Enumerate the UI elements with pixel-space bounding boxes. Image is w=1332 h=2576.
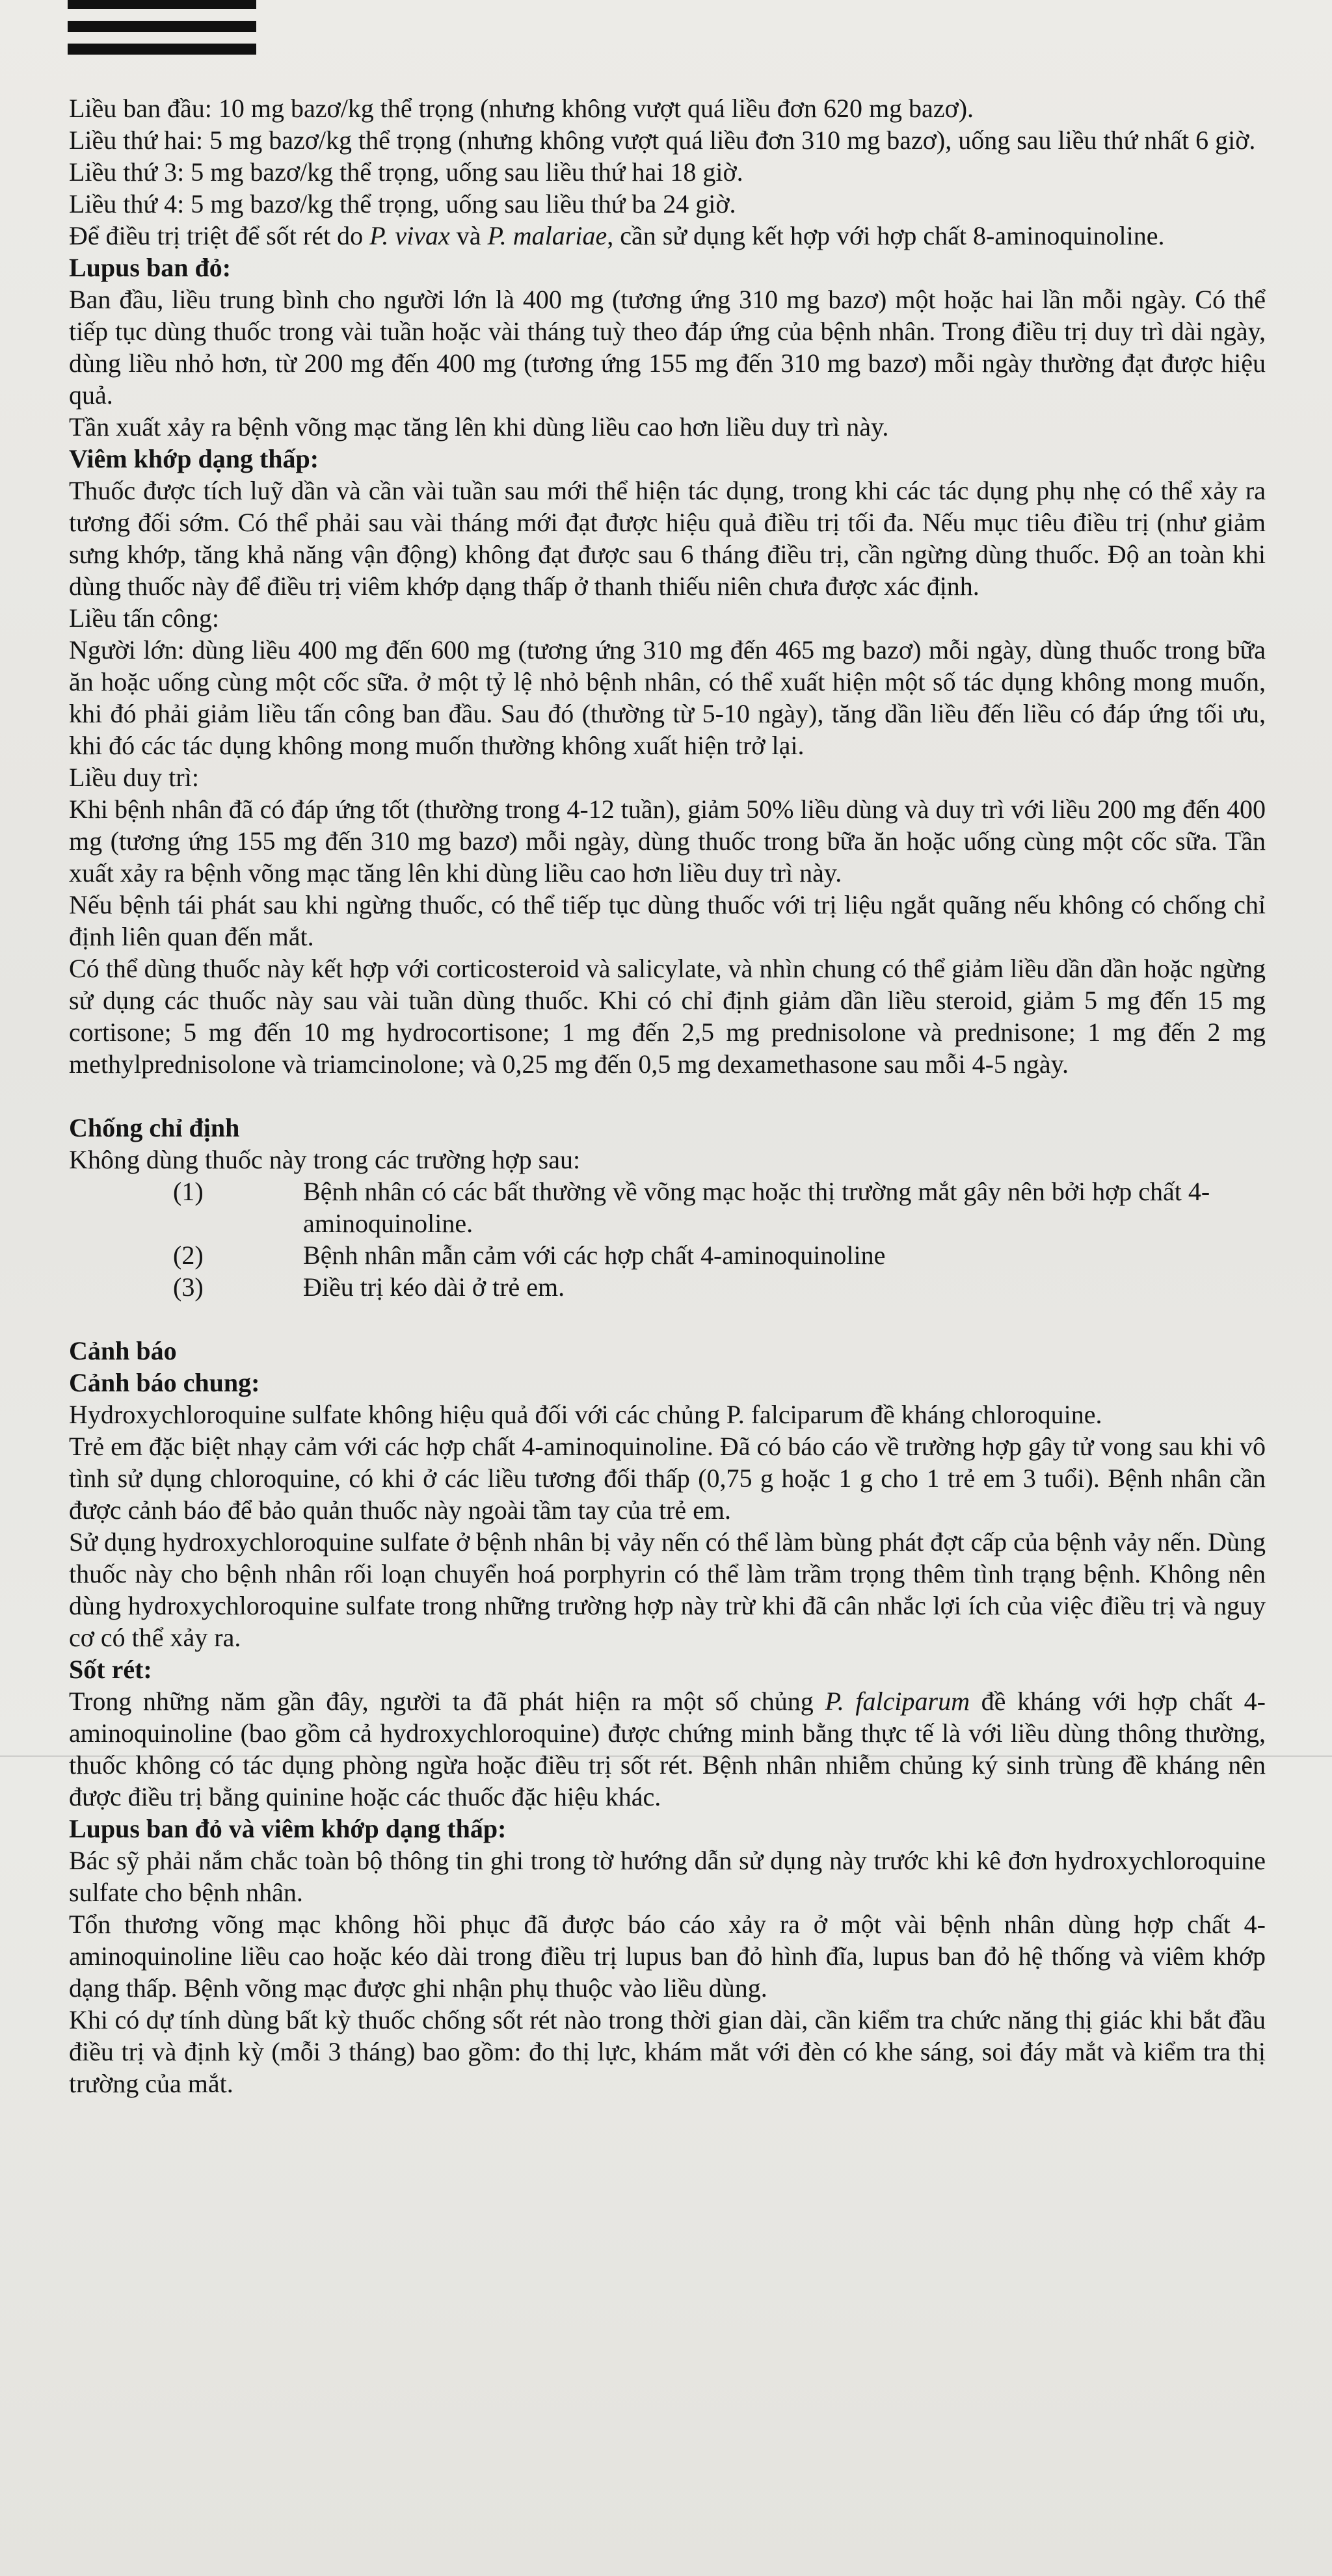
contraindications-list	[69, 1176, 1266, 1303]
malaria-warning-text: Trong những năm gần đây, người ta đã phát hiện ra một số chủng	[69, 1687, 825, 1716]
header-bar	[68, 0, 256, 9]
malaria-warning-paragraph	[69, 1685, 1266, 1813]
header-bar	[68, 21, 256, 32]
relapse-paragraph: Nếu bệnh tái phát sau khi ngừng thuốc, có thể tiếp tục dùng thuốc với trị liệu ngắt quãng nếu không có chống chỉ định liên quan đến mắt.	[69, 890, 1266, 951]
vivax-note-text: Để điều trị triệt để sốt rét do	[69, 221, 370, 250]
dose-line-3: Liều thứ 3: 5 mg bazơ/kg thể trọng, uống sau liều thứ hai 18 giờ.	[69, 157, 743, 187]
contraindications-heading: Chống chỉ định	[69, 1113, 240, 1142]
species-vivax: P. vivax	[369, 221, 450, 250]
lupus-arthritis-warning-paragraph: Bác sỹ phải nắm chắc toàn bộ thông tin ghi trong tờ hướng dẫn sử dụng này trước khi kê đơn hydroxychloroquine sulfate cho bệnh nhân.	[69, 1846, 1266, 1907]
header-bar	[68, 44, 256, 55]
warnings-heading: Cảnh báo	[69, 1336, 177, 1365]
dose-line-1: Liều ban đầu: 10 mg bazơ/kg thể trọng (nhưng không vượt quá liều đơn 620 mg bazơ).	[69, 94, 974, 123]
arthritis-paragraph: Thuốc được tích luỹ dần và cần vài tuần sau mới thể hiện tác dụng, trong khi các tác dụng phụ nhẹ có thể xảy ra tương đối sớm. Có thể phải sau vài tháng mới đạt được hiệu quả điều trị tối đa. Nếu mục tiêu điều trị (như giảm sưng khớp, tăng khả năng vận động) không đạt được sau 6 tháng điều trị, cần ngừng dùng thuốc. Độ an toàn khi dùng thuốc này để điều trị viêm khớp dạng thấp ở thanh thiếu niên chưa được xác định.	[69, 476, 1266, 601]
vivax-note-text: và	[449, 221, 488, 250]
maintenance-dose-label: Liều duy trì:	[69, 763, 199, 792]
general-warning-paragraph: Sử dụng hydroxychloroquine sulfate ở bệnh nhân bị vảy nến có thể làm bùng phát đợt cấp của bệnh vảy nến. Dùng thuốc này cho bệnh nhân rối loạn chuyển hoá porphyrin có thể làm trầm trọng thêm tình trạng bệnh. Không nên dùng hydroxychloroquine sulfate trong những trường hợp này trừ khi đã cân nhắc lợi ích của việc điều trị và nguy cơ có thể xảy ra.	[69, 1527, 1266, 1652]
list-item-text: Bệnh nhân có các bất thường về võng mạc hoặc thị trường mắt gây nên bởi hợp chất 4-aminoquinoline.	[303, 1177, 1210, 1238]
malaria-warning-heading: Sốt rét:	[69, 1655, 152, 1684]
lupus-arthritis-warning-paragraph: Khi có dự tính dùng bất kỳ thuốc chống sốt rét nào trong thời gian dài, cần kiểm tra chức năng thị giác khi bắt đầu điều trị và định kỳ (mỗi 3 tháng) bao gồm: đo thị lực, khám mắt với đèn có khe sáng, soi đáy mắt và kiểm tra thị trường của mắt.	[69, 2005, 1266, 2098]
header-bars-decoration	[68, 0, 256, 66]
general-warning-paragraph: Hydroxychloroquine sulfate không hiệu quả đối với các chủng P. falciparum đề kháng chloroquine.	[69, 1400, 1102, 1429]
lupus-arthritis-warning-heading: Lupus ban đỏ và viêm khớp dạng thấp:	[69, 1814, 507, 1843]
list-item-text: Điều trị kéo dài ở trẻ em.	[303, 1272, 565, 1302]
list-item	[69, 1176, 1266, 1239]
section-spacer	[69, 1080, 1266, 1112]
malaria-warning-text: đề kháng với hợp chất 4-aminoquinoline (bao gồm cả hydroxychloroquine) được chứng minh bằng thực tế là với liều dùng thông thường, thuốc không có tác dụng phòng ngừa hoặc điều trị sốt rét. Bệnh nhân nhiễm chủng ký sinh trùng đề kháng nên được điều trị bằng quinine hoặc các thuốc đặc hiệu khác.	[69, 1687, 1266, 1811]
dose-line-2: Liều thứ hai: 5 mg bazơ/kg thể trọng (nhưng không vượt quá liều đơn 310 mg bazơ), uống sau liều thứ nhất 6 giờ.	[69, 125, 1256, 155]
section-spacer	[69, 1303, 1266, 1335]
species-malariae: P. malariae	[487, 221, 607, 250]
general-warnings-heading: Cảnh báo chung:	[69, 1368, 260, 1397]
arthritis-heading: Viêm khớp dạng thấp:	[69, 444, 319, 473]
lupus-arthritis-warning-paragraph: Tổn thương võng mạc không hồi phục đã được báo cáo xảy ra ở một vài bệnh nhân dùng hợp chất 4-aminoquinoline liều cao hoặc kéo dài trong điều trị lupus ban đỏ hình đĩa, lupus ban đỏ hệ thống và viêm khớp dạng thấp. Bệnh võng mạc được ghi nhận phụ thuộc vào liều dùng.	[69, 1910, 1266, 2003]
document-body	[69, 92, 1266, 2099]
vivax-note	[69, 220, 1266, 252]
lupus-paragraph: Tần xuất xảy ra bệnh võng mạc tăng lên khi dùng liều cao hơn liều duy trì này.	[69, 412, 889, 441]
dose-line-4: Liều thứ 4: 5 mg bazơ/kg thể trọng, uống sau liều thứ ba 24 giờ.	[69, 189, 736, 218]
list-item-text: Bệnh nhân mẫn cảm với các hợp chất 4-aminoquinoline	[303, 1241, 886, 1270]
list-item-number: (3)	[173, 1272, 204, 1302]
list-item	[69, 1239, 1266, 1271]
attack-dose-label: Liều tấn công:	[69, 603, 220, 633]
contraindications-intro: Không dùng thuốc này trong các trường hợp sau:	[69, 1145, 581, 1174]
attack-dose-paragraph: Người lớn: dùng liều 400 mg đến 600 mg (tương ứng 310 mg đến 465 mg bazơ) mỗi ngày, dùng thuốc trong bữa ăn hoặc uống cùng một cốc sữa. ở một tỷ lệ nhỏ bệnh nhân, có thể xuất hiện một số tác dụng không mong muốn, khi đó phải giảm liều tấn công ban đầu. Sau đó (thường từ 5-10 ngày), tăng dần liều đến liều có đáp ứng tối ưu, khi đó các tác dụng không mong muốn thường không xuất hiện trở lại.	[69, 635, 1266, 760]
list-item	[69, 1271, 1266, 1303]
list-item-number: (2)	[173, 1241, 204, 1270]
maintenance-dose-paragraph: Khi bệnh nhân đã có đáp ứng tốt (thường trong 4-12 tuần), giảm 50% liều dùng và duy trì với liều 200 mg đến 400 mg (tương ứng 155 mg đến 310 mg bazơ) mỗi ngày, dùng thuốc trong bữa ăn hoặc uống cùng một cốc sữa. Tần xuất xảy ra bệnh võng mạc tăng lên khi dùng liều cao hơn liều duy trì này.	[69, 795, 1266, 887]
list-item-number: (1)	[173, 1177, 204, 1206]
lupus-heading: Lupus ban đỏ:	[69, 253, 232, 282]
species-falciparum: P. falciparum	[825, 1687, 970, 1716]
combination-paragraph: Có thể dùng thuốc này kết hợp với corticosteroid và salicylate, và nhìn chung có thể giảm liều dần dần hoặc ngừng sử dụng các thuốc này sau vài tuần dùng thuốc. Khi có chỉ định giảm dần liều steroid, giảm 5 mg đến 15 mg cortisone; 5 mg đến 10 mg hydrocortisone; 1 mg đến 2,5 mg prednisolone và prednisone; 1 mg đến 2 mg methylprednisolone và triamcinolone; và 0,25 mg đến 0,5 mg dexamethasone sau mỗi 4-5 ngày.	[69, 954, 1266, 1079]
general-warning-paragraph: Trẻ em đặc biệt nhạy cảm với các hợp chất 4-aminoquinoline. Đã có báo cáo về trường hợp gây tử vong sau khi vô tình sử dụng chloroquine, có khi ở các liều tương đối thấp (0,75 g hoặc 1 g cho 1 trẻ em 3 tuổi). Bệnh nhân cần được cảnh báo để bảo quản thuốc này ngoài tầm tay của trẻ em.	[69, 1432, 1266, 1525]
lupus-paragraph: Ban đầu, liều trung bình cho người lớn là 400 mg (tương ứng 310 mg bazơ) một hoặc hai lần mỗi ngày. Có thể tiếp tục dùng thuốc trong vài tuần hoặc vài tháng tuỳ theo đáp ứng của bệnh nhân. Trong điều trị duy trì dài ngày, dùng liều nhỏ hơn, từ 200 mg đến 400 mg (tương ứng 155 mg đến 310 mg bazơ) mỗi ngày thường đạt được hiệu quả.	[69, 285, 1266, 410]
vivax-note-text: , cần sử dụng kết hợp với hợp chất 8-aminoquinoline.	[607, 221, 1165, 250]
